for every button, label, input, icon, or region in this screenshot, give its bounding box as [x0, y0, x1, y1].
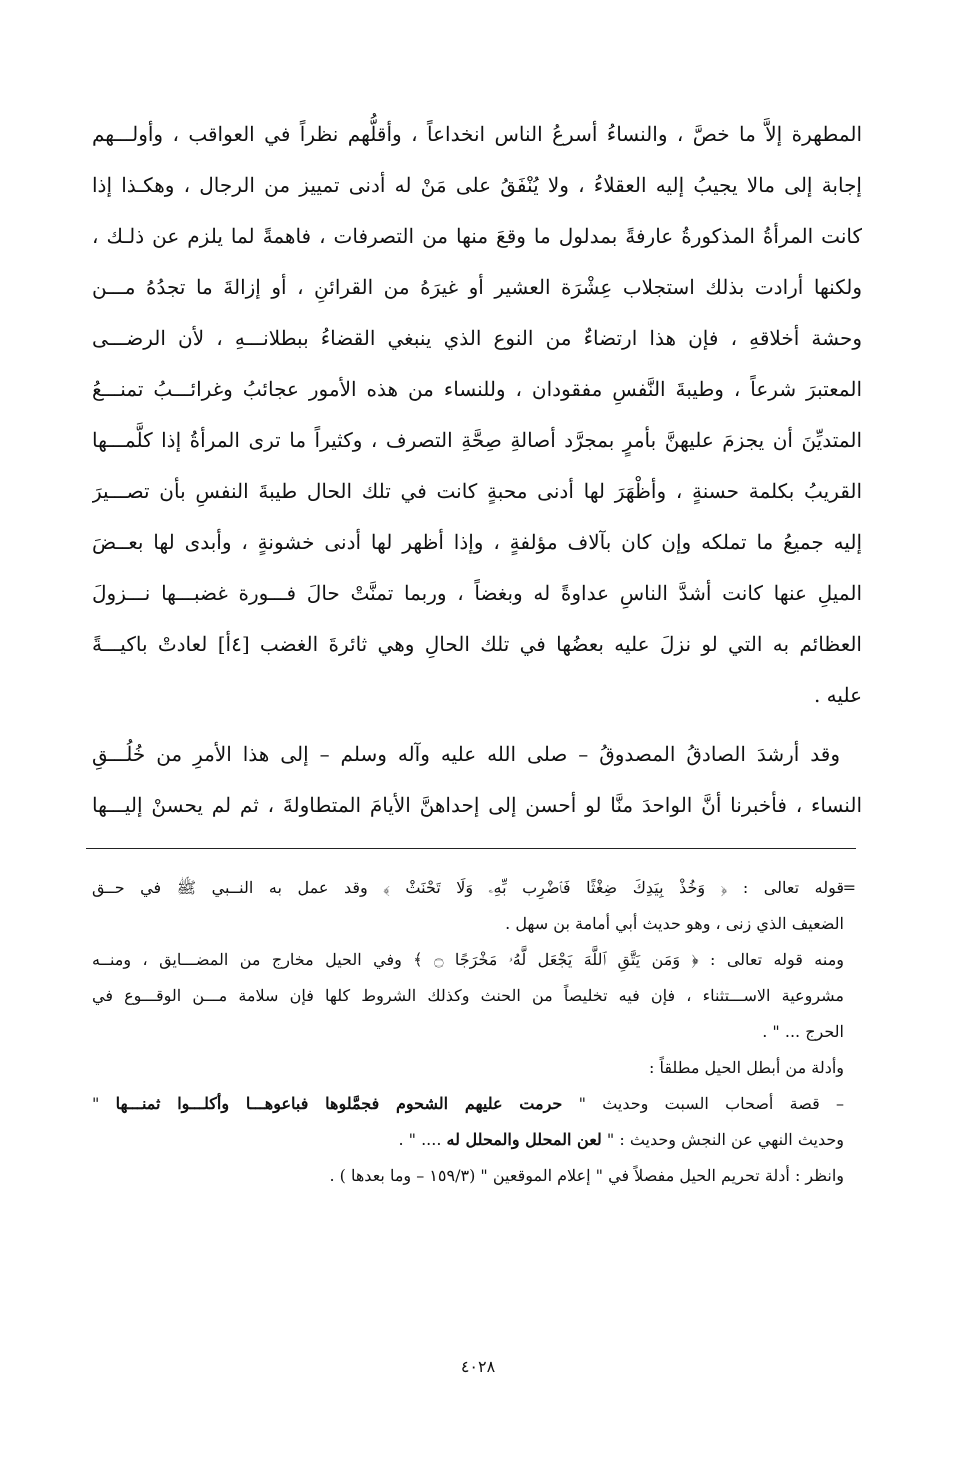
text-line: المطهرة إلاَّ ما خصَّ ، والنساءُ أسرعُ الناس انخداعاً ، وأقلُّهم نظراً في العواقب ، وأولـــهم — [92, 122, 862, 146]
text-line: وحشة أخلاقهِ ، فإن هذا ارتضاءٌ من النوع الذي ينبغي القضاءُ ببطلانـــهِ ، لأن الرضـــى — [92, 326, 862, 350]
footnote-separator — [86, 848, 856, 849]
footnote-line-story — [92, 1086, 844, 1122]
text-line: كانت المرأةُ المذكورةُ عارفةً بمدلول ما وقعَ منها من التصرفات ، فاهمةً لما يلزم عن ذلـك ، — [92, 224, 862, 248]
footnote-text: " — [92, 1094, 100, 1113]
hadith-quote-bold: حرمت عليهم الشحوم فجمَّلوها فباعوهـــا وأكلـــوا ثمنـــها — [115, 1094, 563, 1113]
text-line: عليه . — [813, 683, 862, 707]
footnote-line-nahy — [92, 1122, 844, 1158]
footnote-text: وحديث النهي عن النجش وحديث : " — [606, 1130, 844, 1149]
footnotes — [92, 870, 844, 1194]
footnote-text: .... " . — [398, 1130, 442, 1149]
text-line: إجابة إلى مالا يجيبُ إليه العقلاءُ ، ولا يُنْفَقُ على مَنْ له أدنى تمييز من الرجال ، وهكـذا إذا — [92, 173, 862, 197]
footnote-continuation-marker: = — [842, 878, 856, 897]
text-line: المتديِّنَ أن يجزمَ عليهنَّ بأمرٍ بمجرَّد أصالةِ صِحَّةِ التصرف ، وكثيراً ما ترى المرأةُ إذا كلَّمـــها — [92, 428, 862, 452]
text-line: إليه جميعُ ما تملكه وإن كان بآلاف مؤلفةٍ ، وإذا أظهر لها أدنى خشونةٍ ، وأبدى لها بعــضَ — [92, 530, 862, 554]
footnote-line: مشروعية الاســـتثناء ، فإن فيه تخليصاً من الحنث وكذلك الشروط كلها فإن سلامة مـــن الوقـــوع في — [92, 986, 844, 1005]
text-line: النساء ، فأخبرنا أنَّ الواحدَ منَّا لو أحسن إلى إحداهنَّ الأيامَ المتطاولةَ ، ثم لم يحسنْ إليـــها — [92, 793, 862, 817]
hadith-quote-bold: لعن المحلل والمحلل له — [446, 1130, 602, 1149]
footnote-line: وأدلة من أبطل الحيل مطلقاً : — [648, 1058, 844, 1077]
text-line: القريبُ بكلمة حسنةٍ ، وأظْهَرَ لها أدنى محبةٍ كانت في تلك الحال طيبةَ النفسِ بأن تصـــيرَ — [92, 479, 862, 503]
footnote-text: – قصة أصحاب السبت وحديث " — [578, 1094, 844, 1113]
footnote-line: قوله تعالى : ﴿ وَخُذْ بِيَدِكَ ضِغْثًا فَٱضْرِب بِّهِۦ وَلَا تَحْنَثْ ﴾ وقد عمل به النــبي ﷺ في حــق — [92, 878, 844, 897]
footnote-line: الحرج ... " . — [762, 1022, 844, 1041]
text-line: المعتبرَ شرعاً ، وطيبةَ النَّفسِ مفقودان ، وللنساء من هذه الأمور عجائبُ وغرائـــبُ تمنـــعُ — [92, 377, 862, 401]
main-text — [92, 112, 862, 834]
text-line: العظائم به التي لو نزلَ عليه بعضُها في تلك الحالِ وهي ثائرةَ الغضب [٤أ] لعادتْ باكيـــةً — [92, 632, 862, 656]
text-line: ولكنها أرادت بذلك استجلاب عِشْرَة العشير أو غيرَهُ من القرائنِ ، أو إزالةَ ما تجدُهُ مـــن — [92, 275, 862, 299]
page-number: ٤٠٢٨ — [460, 1357, 496, 1376]
footnote-line: ومنه قوله تعالى : ﴿ وَمَن يَتَّقِ ٱللَّهَ يَجْعَل لَّهُۥ مَخْرَجًا ۝ ﴾ وفي الحيل مخارج من المضـــايق ، ومنــه — [92, 950, 844, 969]
footnote-line: وانظر : أدلة تحريم الحيل مفصلاً في " إعلام الموقعين " (١٥٩/٣ – وما بعدها ) . — [329, 1166, 844, 1185]
footnote-line: الضعيف الذي زنى ، وهو حديث أبي أمامة بن سهل . — [505, 914, 844, 933]
text-line: الميلِ عنها كانت أشدَّ الناسِ عداوةً له وبغضاً ، وربما تمنَّتْ حالَ فـــورة غضبـــها نـــزولَ — [92, 581, 862, 605]
text-line: وقد أرشدَ الصادقُ المصدوقُ – صلى الله عليه وآله وسلم – إلى هذا الأمرِ من خُلُـــقِ — [92, 742, 840, 766]
